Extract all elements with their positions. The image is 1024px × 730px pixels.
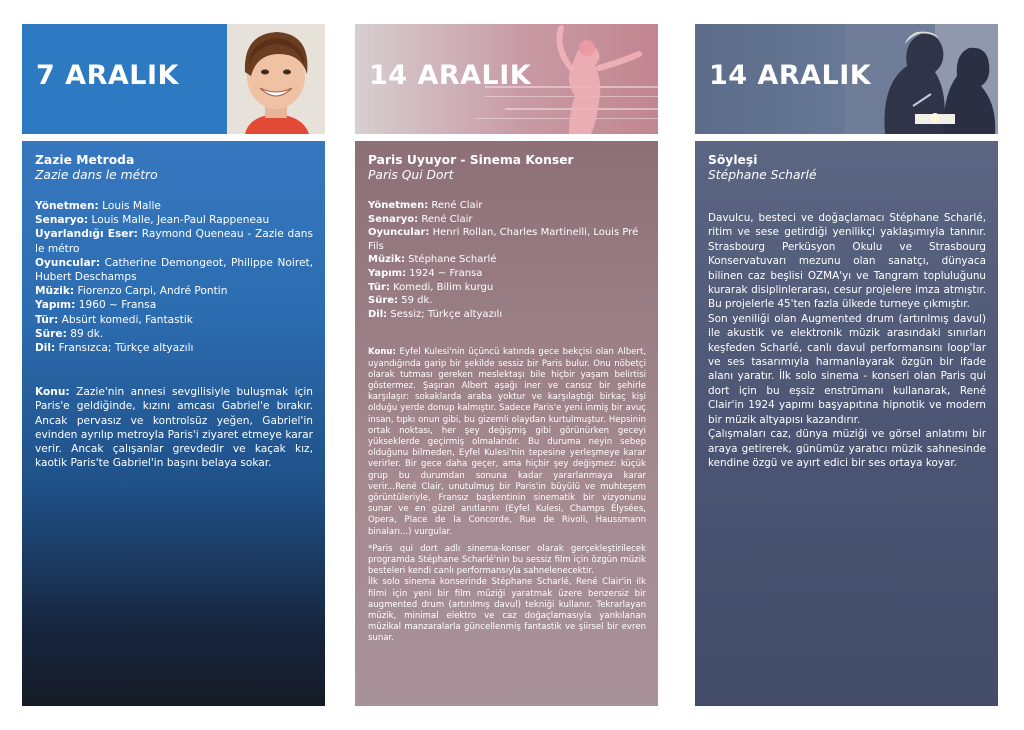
credit-production: Yapım: 1924 ~ Fransa [368,267,483,279]
event-panel-talk [695,24,998,706]
credit-screenplay: Senaryo: René Clair [368,213,473,225]
credit-music: Müzik: Stéphane Scharlé [368,254,497,266]
event-panel-zazie [22,24,325,706]
cine-concert-description: İlk solo sinema konserinde Stéphane Scharlé, René Clair'in ilk filmi için yeni bir film müziği yaratmak üzere benzersiz bir augmented drum (artırılmış davul) tekniği kullanır. Tekrarlayan müzik, minimal elektro ve caz doğaçlamasıyla yankılanan müzikal manzaralarla güncellenmiş fantastik ve şiirsel bir evren sunar. [368,577,646,644]
credit-music: Müzik: Fiorenzo Carpi, André Pontin [35,285,228,298]
credit-genre: Tür: Komedi, Bilim kurgu [368,281,494,293]
panel-body [22,141,325,706]
panel-body [355,141,658,706]
film-still-image [227,24,325,134]
guest-bio-paragraph-2: Son yeniliği olan Augmented drum (artırılmış davul) ile akustik ve elektronik müzik arasındaki sınırları keşfeden Scharlé, canlı davul performansını loop'lar ve ses tasarımıyla harmanlayarak özgün bir ifade alanı yaratır. İlk solo sinema - konseri olan Paris qui dort için bu eşsiz enstrümanı kullanarak, René Clair'in 1924 yapımı başyapıtına hipnotik ve modern bir müzik altyapısı kazandırır. [708,312,986,426]
film-credits [368,199,646,321]
event-title: Söyleşi [708,153,758,167]
event-date: 7 ARALIK [36,60,179,91]
guest-bio-paragraph-1: Davulcu, besteci ve doğaçlamacı Stéphane Scharlé, ritim ve sese getirdiği yenilikçi yaklaşımıyla tanınır. Strasbourg Perküsyon Okulu ve Strasbourg Konservatuvarı mezunu olan sanatçı, dünyaca bilinen caz beşlisi OZMA'yı ve Tangram topluluğunu kurarak disiplinlerarası, cesur projelere imza atmıştır. Bu projelerle 45'ten fazla ülkede turneye çıkmıştır. [708,212,986,311]
event-date: 14 ARALIK [369,60,532,91]
event-panel-paris-qui-dort [355,24,658,706]
credit-adapted-from: Uyarlandığı Eser: Raymond Queneau - Zazie dans le métro [35,228,313,255]
credit-director: Yönetmen: René Clair [368,200,483,211]
credit-duration: Süre: 59 dk. [368,295,433,307]
credit-director: Yönetmen: Louis Malle [35,200,161,212]
guest-bio-paragraph-3: Çalışmaları caz, dünya müziği ve görsel anlatımı bir araya getirerek, günümüz yaratıcı müzik sahnesinde kendine özgü ve ayırt edici bir ses ortaya koyar. [708,428,986,469]
credit-screenplay: Senaryo: Louis Malle, Jean-Paul Rappeneau [35,214,270,227]
guest-name: Stéphane Scharlé [708,168,817,182]
film-original-title: Zazie dans le métro [35,168,158,182]
panel-header [695,24,998,134]
panel-header [22,24,325,134]
film-credits [35,199,313,355]
film-summary: Konu: Eyfel Kulesi'nin üçüncü katında gece bekçisi olan Albert, uyandığında garip bir şekilde sessiz bir Paris bulur. Onu nöbetçi olarak tutması gereken meslektaşı bile hiçbir yaşam belirtisi göstermez. Şaşıran Albert aşağı iner ve cansız bir şehirle karşılaşır: sokaklarda araba yoktur ve karşılaştığı birkaç kişi olduğu yerde donup kalmıştır. Sadece Paris'e yeni inmiş bir avuç insan, tıpkı onun gibi, bu gizemli olaydan kurtulmuştur. Hepsinin ortak noktası, her şey değişmiş gibi görünürken geceyi yükseklerde geçirmiş olmalarıdır. Bu duruma neyin sebep olduğunu bilmeden, Eyfel Kulesi'nin tepesine yerleşmeye karar verirler. Bir gece daha geçer, ama hiçbir şey değişmez: küçük grup bu durumdan sonuna kadar yararlanmaya karar verir...René Clair, unutulmuş bir Paris'in büyülü ve muhteşem görüntüleriyle, Fransız başkentinin sinematik bir vizyonunu sunar ve en güzel anıtlarını (Eyfel Kulesi, Champs Élysées, Opera, Place de la Concorde, Rue de Rivoli, Haussmann binaları...) vurgular. [368,347,647,537]
film-original-title: Paris Qui Dort [368,168,454,182]
credit-genre: Tür: Absürt komedi, Fantastik [35,313,193,326]
credit-cast: Oyuncular: Henri Rollan, Charles Martinelli, Louis Pré Fils [368,227,639,252]
credit-duration: Süre: 89 dk. [35,327,104,340]
event-date: 14 ARALIK [709,60,872,91]
credit-language: Dil: Sessiz; Türkçe altyazılı [368,308,503,320]
film-title: Zazie Metroda [35,153,135,167]
panel-header [355,24,658,134]
cine-concert-note: *Paris qui dort adlı sinema-konser olarak gerçekleştirilecek programda Stéphane Scharlé'nin bu sessiz film için özgün müzik besteleri kendi canlı performansıyla sahnelenecektir. [368,543,646,577]
film-summary: Konu: Zazie'nin annesi sevgilisiyle buluşmak için Paris'e geldiğinde, kızını amcası Gabriel'e bırakır. Ancak pervasız ve kontrolsüz yeğen, Gabriel'in evinden ayrılıp metroyla Paris'i ziyaret etmeye karar verir. Ancak çalışanlar grevdedir ve kaçak kız, kaotik Paris'te Gabriel'in başını belaya sokar. [35,386,313,470]
panel-body [695,141,998,706]
credit-language: Dil: Fransızca; Türkçe altyazılı [35,342,194,355]
credit-production: Yapım: 1960 ~ Fransa [35,299,157,312]
credit-cast: Oyuncular: Catherine Demongeot, Philippe Noiret, Hubert Deschamps [35,256,313,284]
film-title: Paris Uyuyor - Sinema Konser [368,153,574,167]
